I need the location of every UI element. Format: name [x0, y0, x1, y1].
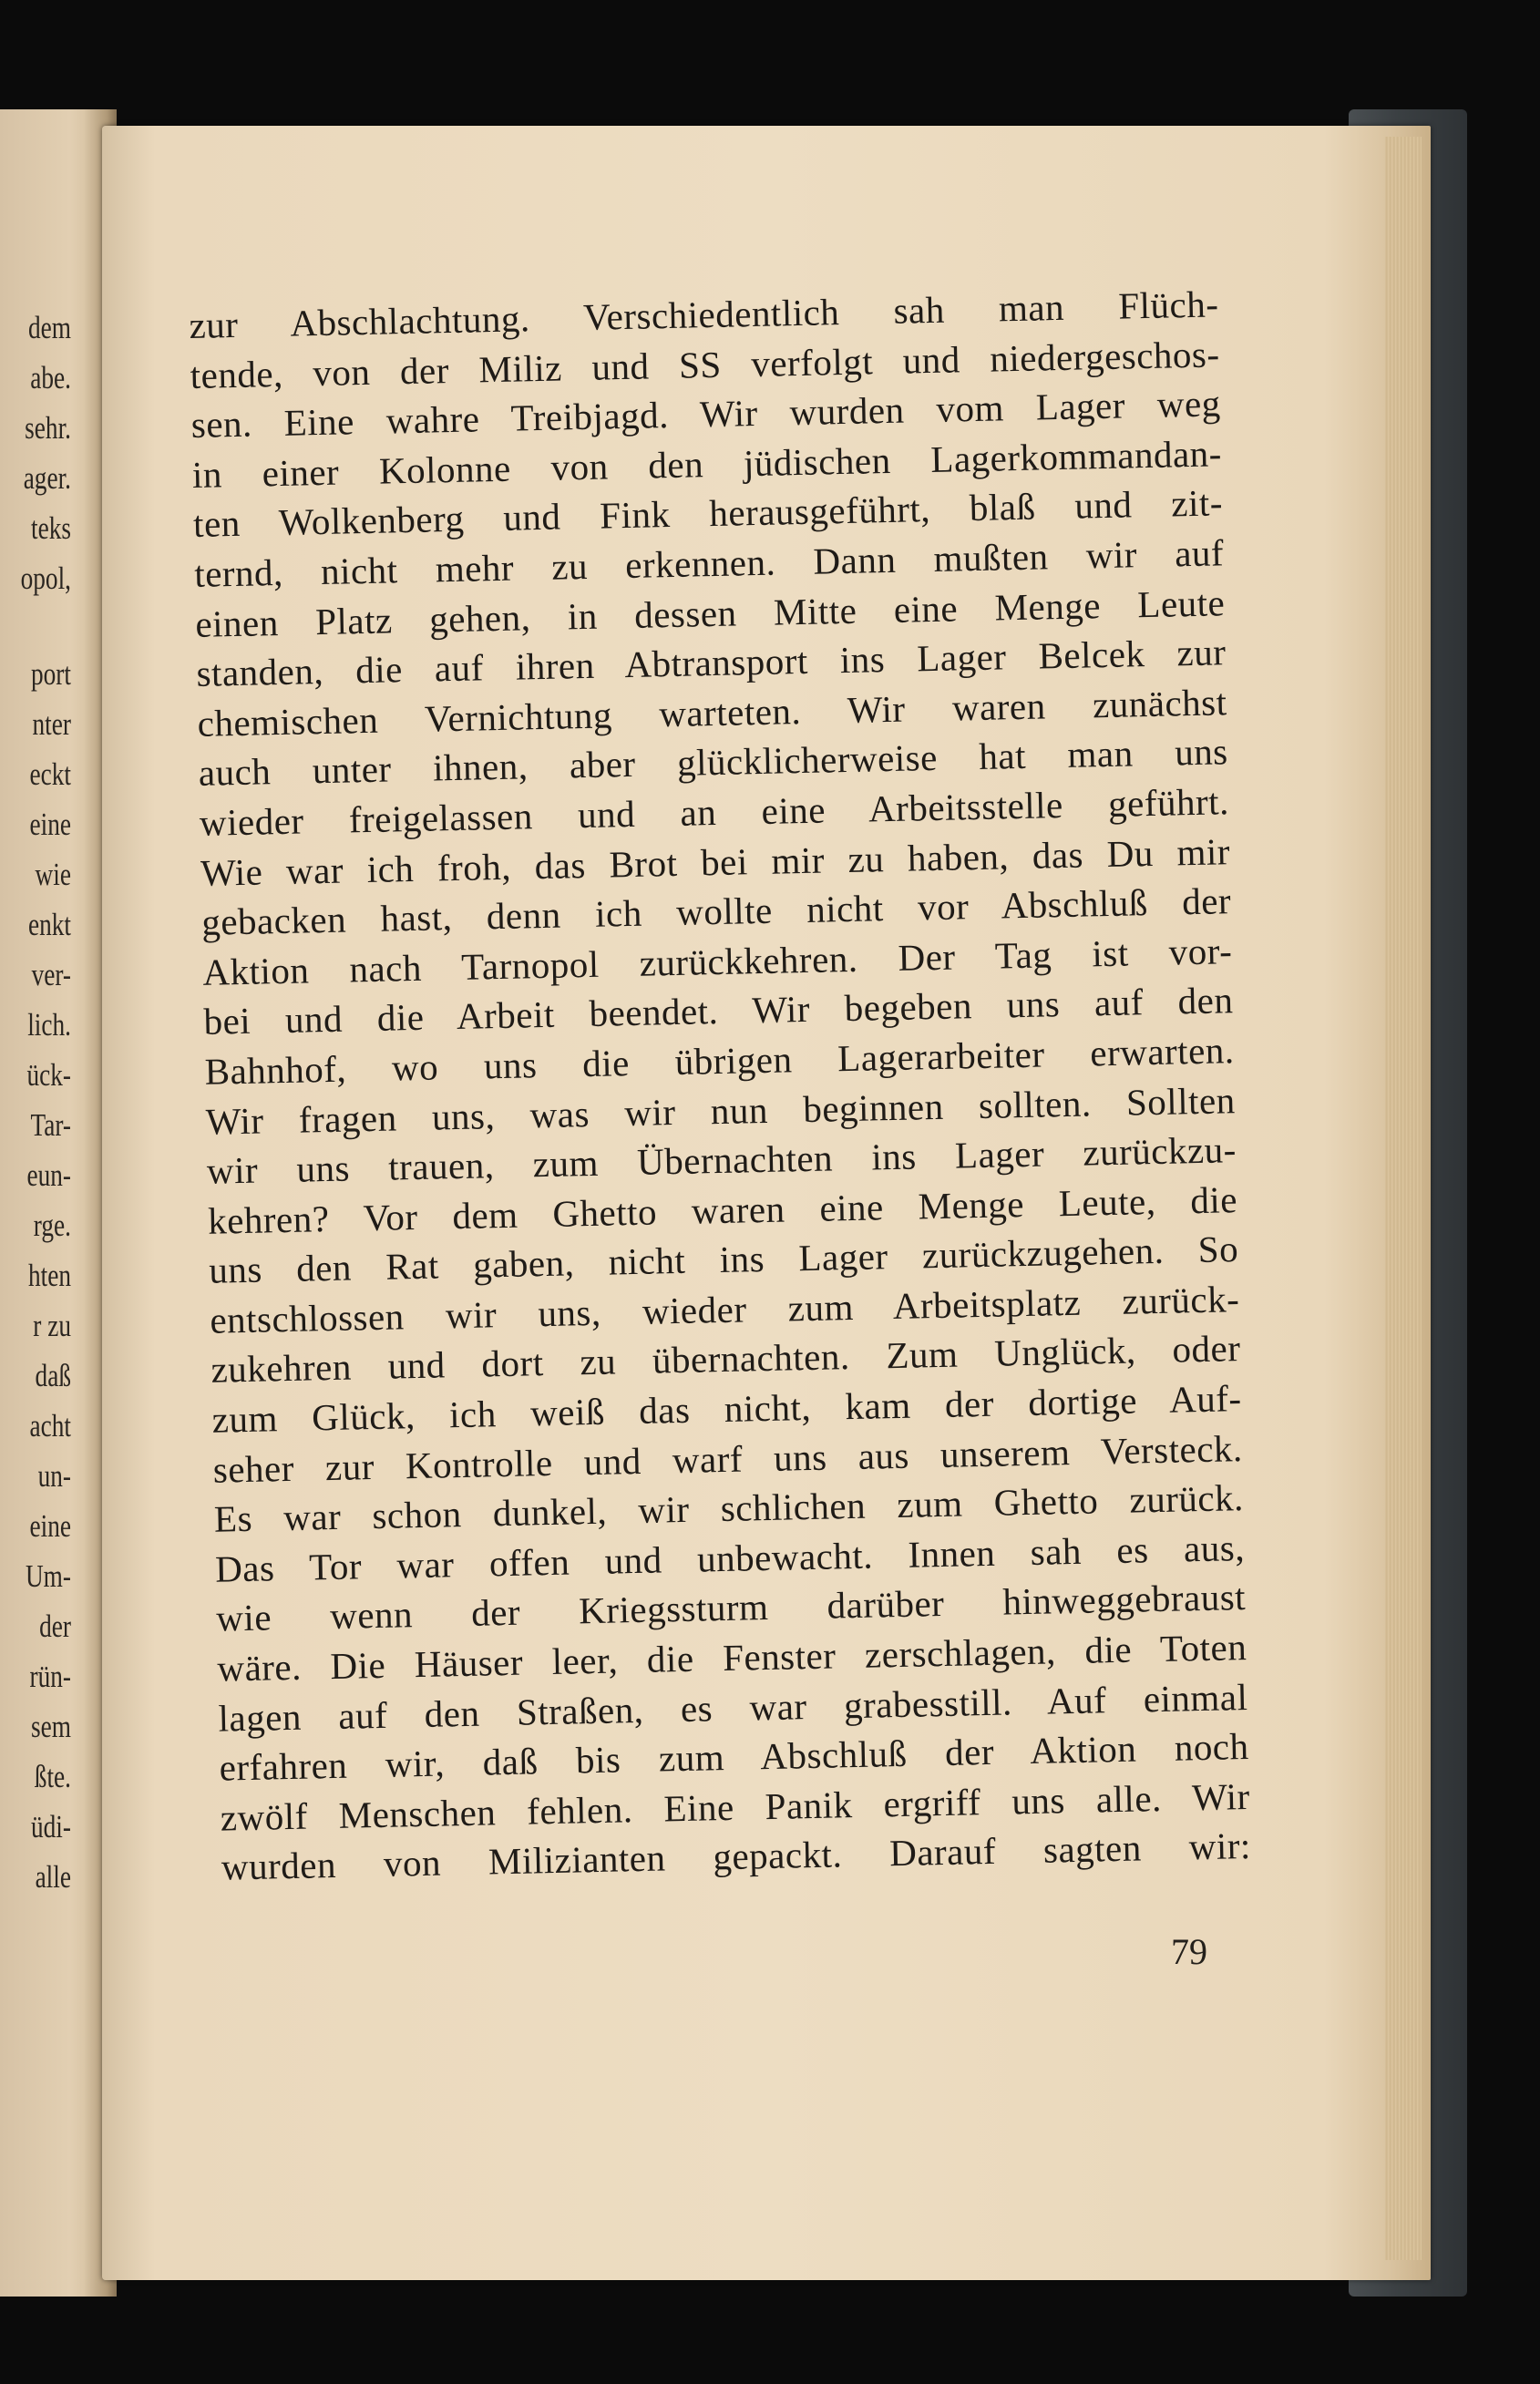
text-line: entschlossen wir uns, wieder zum Arbeitsplatz zurück-	[209, 1277, 1240, 1341]
text-line: wäre. Die Häuser leer, die Fenster zerschlagen, die Toten	[216, 1626, 1247, 1690]
left-line: hten	[27, 1258, 72, 1293]
left-page	[0, 109, 117, 2297]
left-line: teks	[31, 510, 71, 546]
text-line: zur Abschlachtung. Verschiedentlich sah man Flüch-	[189, 283, 1219, 346]
left-line: opol,	[20, 560, 71, 596]
left-line: ver-	[31, 957, 71, 992]
text-line: wurden von Milizianten gepackt. Darauf sagten wir:	[221, 1824, 1252, 1889]
text-line: uns den Rat gaben, nicht ins Lager zurückzugehen. So	[208, 1228, 1239, 1292]
text-line: bei und die Arbeit beendet. Wir begeben uns auf den	[203, 979, 1234, 1043]
left-line: der	[39, 1608, 71, 1644]
text-line: Es war schon dunkel, wir schlichen zum Ghetto zurück.	[213, 1476, 1245, 1540]
text-line: kehren? Vor dem Ghetto waren eine Menge Leute, die	[207, 1177, 1238, 1242]
left-line: daß	[35, 1358, 71, 1393]
left-line: ßte.	[34, 1759, 71, 1794]
text-line: gebacken hast, denn ich wollte nicht vor Abschluß der	[200, 879, 1232, 943]
left-line: Um-	[25, 1558, 71, 1594]
text-line: auch unter ihnen, aber glücklicherweise hat man uns	[198, 730, 1229, 795]
page-number: 79	[1171, 1931, 1207, 1972]
left-line: eun-	[26, 1157, 71, 1193]
left-line: acht	[29, 1408, 71, 1444]
text-line: Aktion nach Tarnopol zurückkehren. Der Tag ist vor-	[201, 929, 1233, 993]
page-block-edges	[1385, 137, 1422, 2260]
text-line: ternd, nicht mehr zu erkennen. Dann mußten wir auf	[193, 531, 1225, 595]
left-line: ück-	[26, 1057, 71, 1093]
left-line: üdi-	[31, 1809, 71, 1845]
left-line-gap	[21, 603, 71, 649]
text-line: Wie war ich froh, das Brot bei mir zu haben, das Du mir	[200, 829, 1231, 894]
text-line: Wir fragen uns, was wir nun beginnen sollten. Sollten	[205, 1078, 1237, 1143]
text-line: zwölf Menschen fehlen. Eine Panik ergriff uns alle. Wir	[220, 1774, 1251, 1839]
text-line: ten Wolkenberg und Fink herausgeführt, blaß und zit-	[192, 481, 1224, 546]
left-line: eine	[29, 1508, 71, 1544]
text-line: zum Glück, ich weiß das nicht, kam der dortige Auf-	[211, 1377, 1242, 1441]
text-line: tende, von der Miliz und SS verfolgt und niedergeschos-	[190, 332, 1220, 396]
left-line: ager.	[23, 460, 71, 496]
text-line: einen Platz gehen, in dessen Mitte eine Menge Leute	[194, 581, 1226, 645]
left-line: Tar-	[30, 1107, 71, 1143]
left-line: lich.	[27, 1007, 71, 1043]
text-line: in einer Kolonne von den jüdischen Lagerkommandan-	[191, 432, 1223, 496]
text-line: Das Tor war offen und unbewacht. Innen sah es aus,	[214, 1526, 1246, 1590]
text-line: erfahren wir, daß bis zum Abschluß der Aktion noch	[219, 1725, 1249, 1789]
left-line: abe.	[30, 360, 71, 396]
text-line: sen. Eine wahre Treibjagd. Wir wurden vom Lager weg	[190, 382, 1222, 447]
left-line: wie	[35, 857, 71, 892]
text-line: Bahnhof, wo uns die übrigen Lagerarbeiter erwarten.	[204, 1029, 1235, 1093]
text-line: standen, die auf ihren Abtransport ins Lager Belcek zur	[196, 631, 1227, 695]
text-line: wie wenn der Kriegssturm darüber hinweggebraust	[215, 1576, 1247, 1640]
text-line: chemischen Vernichtung warteten. Wir waren zunächst	[197, 680, 1227, 745]
left-line: dem	[27, 310, 72, 345]
left-line: eckt	[29, 756, 71, 792]
left-line: r zu	[33, 1308, 71, 1343]
left-line: sehr.	[25, 410, 71, 446]
left-line: port	[31, 656, 71, 692]
left-line: enkt	[27, 907, 72, 942]
left-line: rün-	[29, 1659, 71, 1694]
left-line: un-	[37, 1458, 71, 1494]
text-line: seher zur Kontrolle und warf uns aus unserem Versteck.	[212, 1426, 1244, 1491]
left-page-text	[21, 303, 71, 1902]
text-line: wir uns trauen, zum Übernachten ins Lager zurückzu-	[206, 1128, 1237, 1192]
text-line: wieder freigelassen und an eine Arbeitsstelle geführt.	[199, 780, 1230, 844]
text-line: zukehren und dort zu übernachten. Zum Unglück, oder	[210, 1327, 1241, 1392]
text-line: lagen auf den Straßen, es war grabesstill. Auf einmal	[218, 1675, 1248, 1740]
left-line: alle	[35, 1859, 71, 1895]
body-text	[189, 279, 1251, 1892]
left-line: sem	[31, 1709, 71, 1744]
left-line: nter	[32, 706, 71, 742]
left-line: rge.	[33, 1207, 71, 1243]
left-line: eine	[29, 807, 71, 842]
